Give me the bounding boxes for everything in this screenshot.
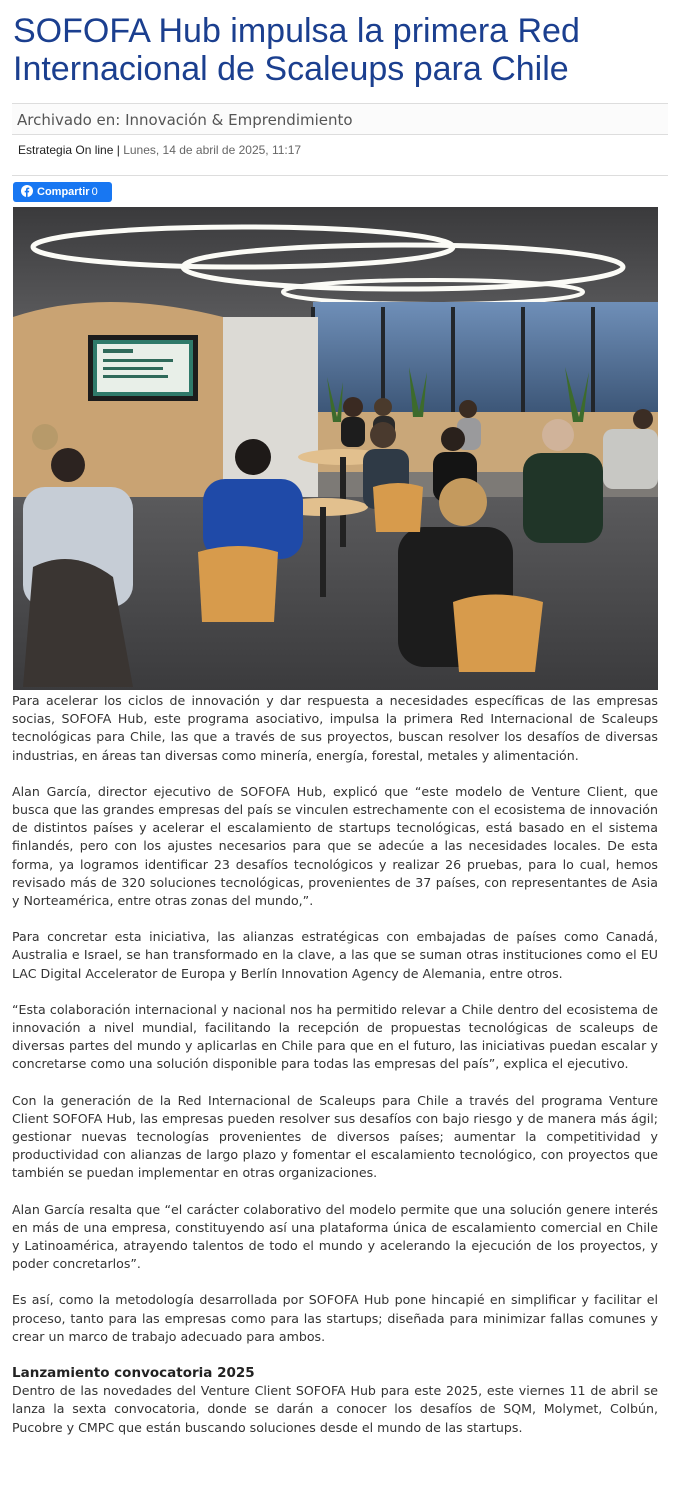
article-date: Lunes, 14 de abril de 2025, 11:17 [123,143,302,157]
share-count: 0 [91,186,98,198]
byline: Estrategia On line | Lunes, 14 de abril de 2025, 11:17 [12,136,668,176]
facebook-share-button[interactable] [13,182,112,202]
share-label: Compartir [37,186,90,198]
paragraph: Para concretar esta iniciativa, las alianzas estratégicas con embajadas de países como Canadá, Australia e Israel, se han transformado en la clave, a las que se suman otras instituciones como el EU LAC Digital Accelerator de Europa y Berlín Innovation Agency de Alemania, entre otros. [12,929,658,981]
paragraph: “Esta colaboración internacional y nacional nos ha permitido relevar a Chile dentro del ecosistema de innovación a nivel mundial, facilitando la recepción de propuestas tecnológicas de scaleups de diversas partes del mundo y aplicarlas en Chile para que en el futuro, las iniciativas puedan escalar y concretarse como una solución disponible para todas las empresas del país”, explica el ejecutivo. [12,1001,658,1072]
meeting-photo-icon [13,207,658,690]
article-body [12,692,658,1455]
paragraph: Es así, como la metodología desarrollada por SOFOFA Hub pone hincapié en simplificar y facilitar el proceso, tanto para las empresas como para las startups; diseñada para minimizar fallas comunes y crear un marco de trabajo adecuado para ambos. [12,1292,658,1344]
archive-category: Archivado en: Innovación & Emprendimiento [12,103,668,135]
paragraph: Dentro de las novedades del Venture Client SOFOFA Hub para este 2025, este viernes 11 de abril se lanza la sexta convocatoria, donde se darán a conocer los desafíos de SQM, Molymet, Colbún, Pucobre y CMPC que están buscando soluciones desde el mundo de las startups. [12,1383,658,1435]
facebook-icon [21,185,33,197]
paragraph: Alan García resalta que “el carácter colaborativo del modelo permite que una solución genere interés en más de una empresa, constituyendo así una plataforma única de escalamiento comercial en Chile y Latinoamérica, atrayendo talentos de todo el mundo y acelerando la ejecución de los proyectos, y poder concretarlos”. [12,1201,658,1272]
paragraph: Alan García, director ejecutivo de SOFOFA Hub, explicó que “este modelo de Venture Client, que busca que las grandes empresas del país se vinculen estrechamente con el ecosistema de innovación de distintos países y acelerar el escalamiento de startups tecnológicas, está basado en el sistema finlandés, pero con los ajustes necesarios para que se adecúe a las necesidades locales. De esta forma, ya logramos identificar 23 desafíos tecnológicos y realizar 26 pruebas, para lo cual, hemos revisado más de 320 soluciones tecnológicas, provenientes de 37 países, con representantes de Asia y Norteamérica, entre otras zonas del mundo,”. [12,783,658,909]
paragraph: Para acelerar los ciclos de innovación y dar respuesta a necesidades específicas de las empresas socias, SOFOFA Hub, este programa asociativo, impulsa la primera Red Internacional de Scaleups tecnológicas para Chile, las que a través de sus proyectos, buscan resolver los desafíos de diversas industrias, en áreas tan diversas como minería, energía, forestal, metales y alimentación. [12,693,658,763]
article-source: Estrategia On line [18,143,114,157]
paragraph: Con la generación de la Red Internacional de Scaleups para Chile a través del programa Venture Client SOFOFA Hub, las empresas pueden resolver sus desafíos con bajo riesgo y de manera más ágil; gestionar nuevas tecnologías provenientes de diversos países; aumentar la competitividad y productividad con alianzas de largo plazo y fomentar el escalamiento tecnológico, con proyectos que también se puedan implementar en otras organizaciones. [12,1092,658,1181]
article-title: SOFOFA Hub impulsa la primera Red Internacional de Scaleups para Chile [13,12,580,88]
section-subheading: Lanzamiento convocatoria 2025 [12,1365,255,1382]
article-photo [13,207,658,690]
